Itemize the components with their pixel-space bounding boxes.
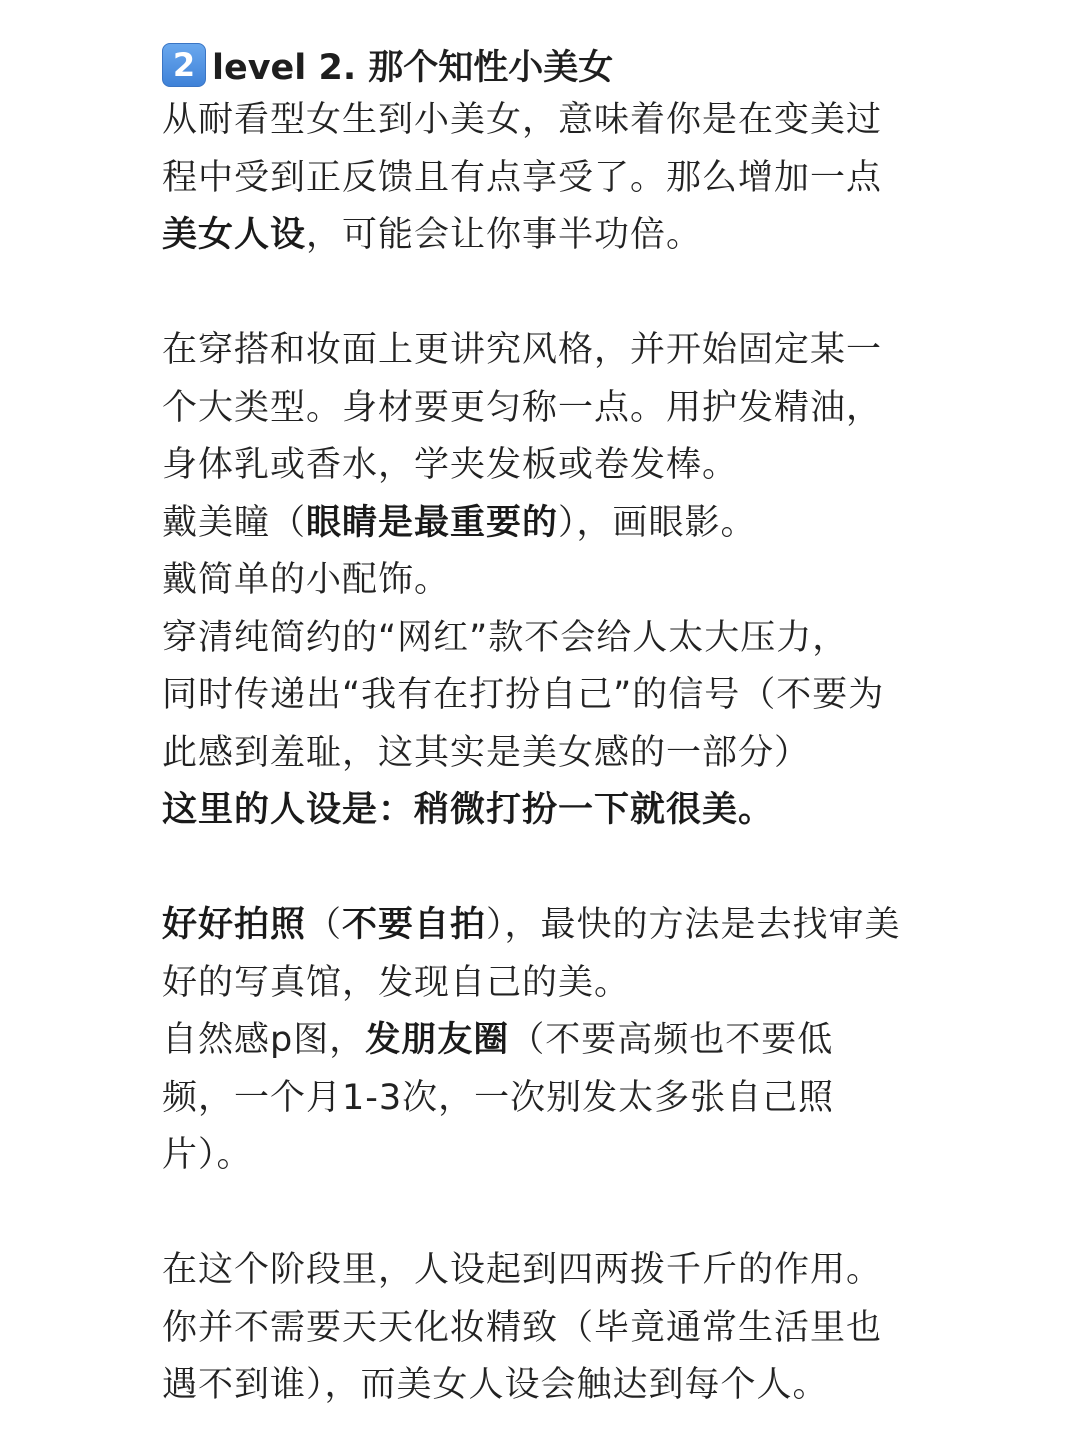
bold-text: 眼睛是最重要的 [306,502,559,543]
text-line: 遇不到谁），而美女人设会触达到每个人。 [162,1365,829,1405]
text-line [162,495,1080,553]
text-line: 片）。 [162,1135,253,1175]
text-span: ），画眼影。 [558,502,757,543]
bold-text: 不要自拍 [342,905,487,945]
text-line: 戴简单的小配饰。 [162,560,451,600]
text-span: （不要高频也不要低 [509,1020,834,1060]
bold-text-line: 这里的人设是：稍微打扮一下就很美。 [162,790,775,830]
text-line: 穿清纯简约的“网红”款不会给人太大压力， [162,617,849,658]
text-line: 此感到羞耻，这其实是美女感的一部分） [162,732,811,773]
text-span: ，可能会让你事半功倍。 [306,215,703,255]
text-line: 在穿搭和妆面上更讲究风格，并开始固定某一 [162,330,883,370]
text-span: ），最快的方法是去找审美 [486,905,901,945]
text-line [162,207,1080,265]
paragraph-4 [162,1242,1080,1415]
paragraph-gap [162,1185,1080,1243]
text-span: （ [306,905,343,945]
bold-text: 发朋友圈 [365,1020,510,1060]
text-line: 从耐看型女生到小美女，意味着你是在变美过 [162,100,883,140]
paragraph-gap [162,840,1080,898]
paragraph-2 [162,322,1080,840]
text-line: 程中受到正反馈且有点享受了。那么增加一点 [162,157,883,198]
paragraph-gap [162,265,1080,323]
text-line [162,897,1080,955]
text-span: 自然感p图， [162,1020,366,1060]
text-line: 个大类型。身材要更匀称一点。用护发精油， [162,387,883,428]
bold-text: 好好拍照 [162,905,307,945]
text-line [162,1012,1080,1070]
text-line: 频，一个月1-3次，一次别发太多张自己照 [162,1077,835,1118]
section-title-text: level 2. 那个知性小美女 [212,48,614,88]
bold-text: 美女人设 [162,215,307,255]
text-span: 戴美瞳（ [162,502,307,543]
section-title [162,38,1080,92]
keycap-number-icon: 2 [162,43,206,87]
text-line: 同时传递出“我有在打扮自己”的信号（不要为 [162,675,885,715]
text-line: 好的写真馆，发现自己的美。 [162,962,631,1003]
text-line: 身体乳或香水，学夹发板或卷发棒。 [162,445,739,485]
paragraph-3 [162,897,1080,1185]
text-line: 你并不需要天天化妆精致（毕竟通常生活里也 [162,1307,883,1348]
text-line: 在这个阶段里，人设起到四两拨千斤的作用。 [162,1250,883,1290]
paragraph-1 [162,92,1080,265]
